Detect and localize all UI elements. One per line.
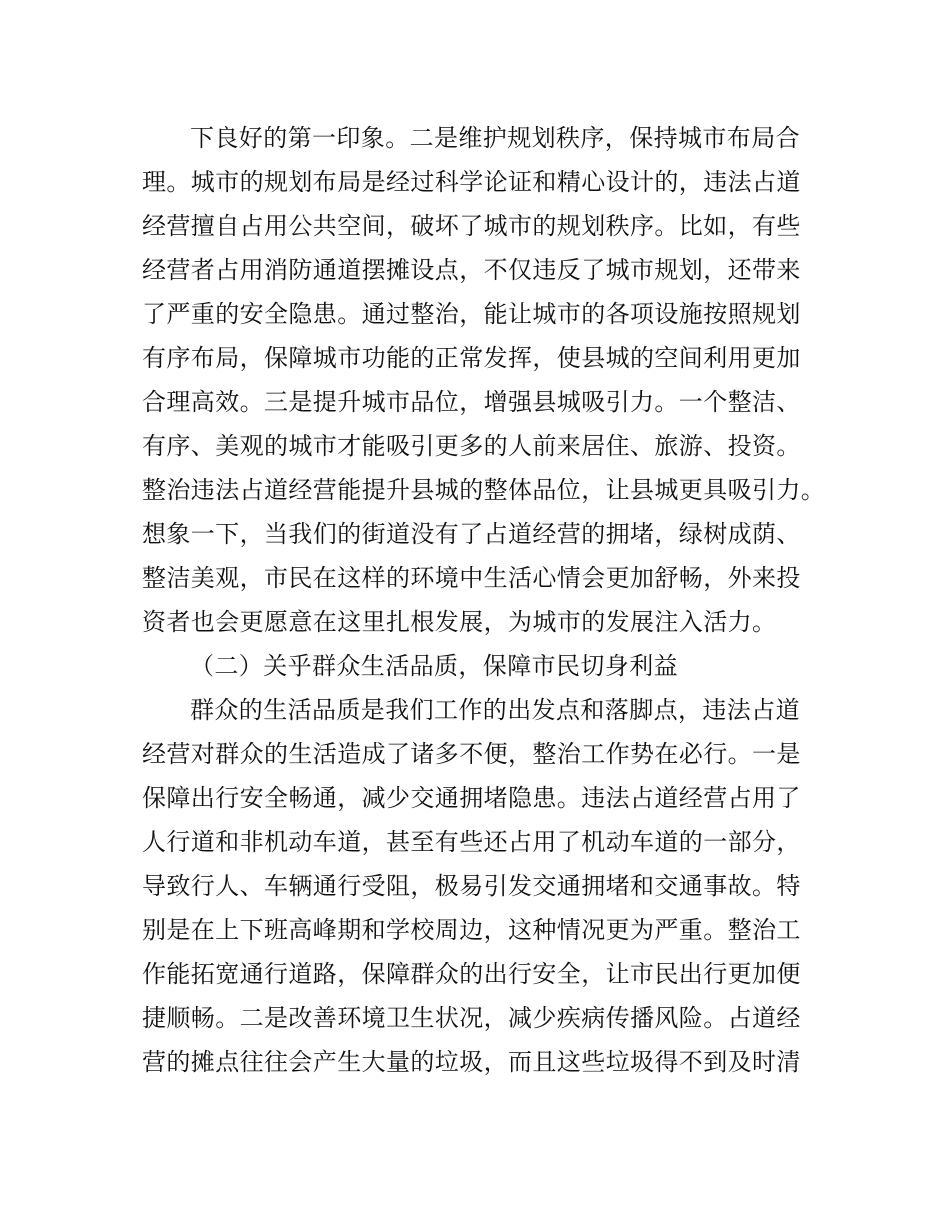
paragraph-line: 了严重的安全隐患。通过整治，能让城市的各项设施按照规划 — [142, 300, 801, 328]
paragraph-line: 资者也会更愿意在这里扎根发展，为城市的发展注入活力。 — [142, 608, 777, 636]
paragraph-line: 想象一下，当我们的街道没有了占道经营的拥堵，绿树成荫、 — [142, 520, 801, 548]
paragraph-line: 导致行人、车辆通行受阻，极易引发交通拥堵和交通事故。特 — [142, 872, 801, 900]
paragraph-line: 作能拓宽通行道路，保障群众的出行安全，让市民出行更加便 — [142, 960, 801, 988]
paragraph-line: 下良好的第一印象。二是维护规划秩序，保持城市布局合 — [190, 124, 800, 152]
paragraph-line: 别是在上下班高峰期和学校周边，这种情况更为严重。整治工 — [142, 916, 801, 944]
paragraph-line: 捷顺畅。二是改善环境卫生状况，减少疾病传播风险。占道经 — [142, 1004, 801, 1032]
paragraph-line: 整治违法占道经营能提升县城的整体品位，让县城更具吸引力。 — [142, 476, 826, 504]
section-heading: （二）关乎群众生活品质，保障市民切身利益 — [190, 652, 678, 680]
paragraph-line: 经营擅自占用公共空间，破坏了城市的规划秩序。比如，有些 — [142, 212, 801, 240]
paragraph-line: 人行道和非机动车道，甚至有些还占用了机动车道的一部分， — [142, 828, 801, 856]
paragraph-line: 经营对群众的生活造成了诸多不便，整治工作势在必行。一是 — [142, 740, 801, 768]
paragraph-line: 保障出行安全畅通，减少交通拥堵隐患。违法占道经营占用了 — [142, 784, 801, 812]
paragraph-line: 合理高效。三是提升城市品位，增强县城吸引力。一个整洁、 — [142, 388, 801, 416]
paragraph-line: 经营者占用消防通道摆摊设点，不仅违反了城市规划，还带来 — [142, 256, 801, 284]
paragraph-line: 营的摊点往往会产生大量的垃圾，而且这些垃圾得不到及时清 — [142, 1048, 801, 1076]
paragraph-line: 理。城市的规划布局是经过科学论证和精心设计的，违法占道 — [142, 168, 801, 196]
paragraph-line: 群众的生活品质是我们工作的出发点和落脚点，违法占道 — [190, 696, 800, 724]
paragraph-line: 有序、美观的城市才能吸引更多的人前来居住、旅游、投资。 — [142, 432, 801, 460]
paragraph-line: 有序布局，保障城市功能的正常发挥，使县城的空间利用更加 — [142, 344, 801, 372]
paragraph-line: 整洁美观，市民在这样的环境中生活心情会更加舒畅，外来投 — [142, 564, 801, 592]
